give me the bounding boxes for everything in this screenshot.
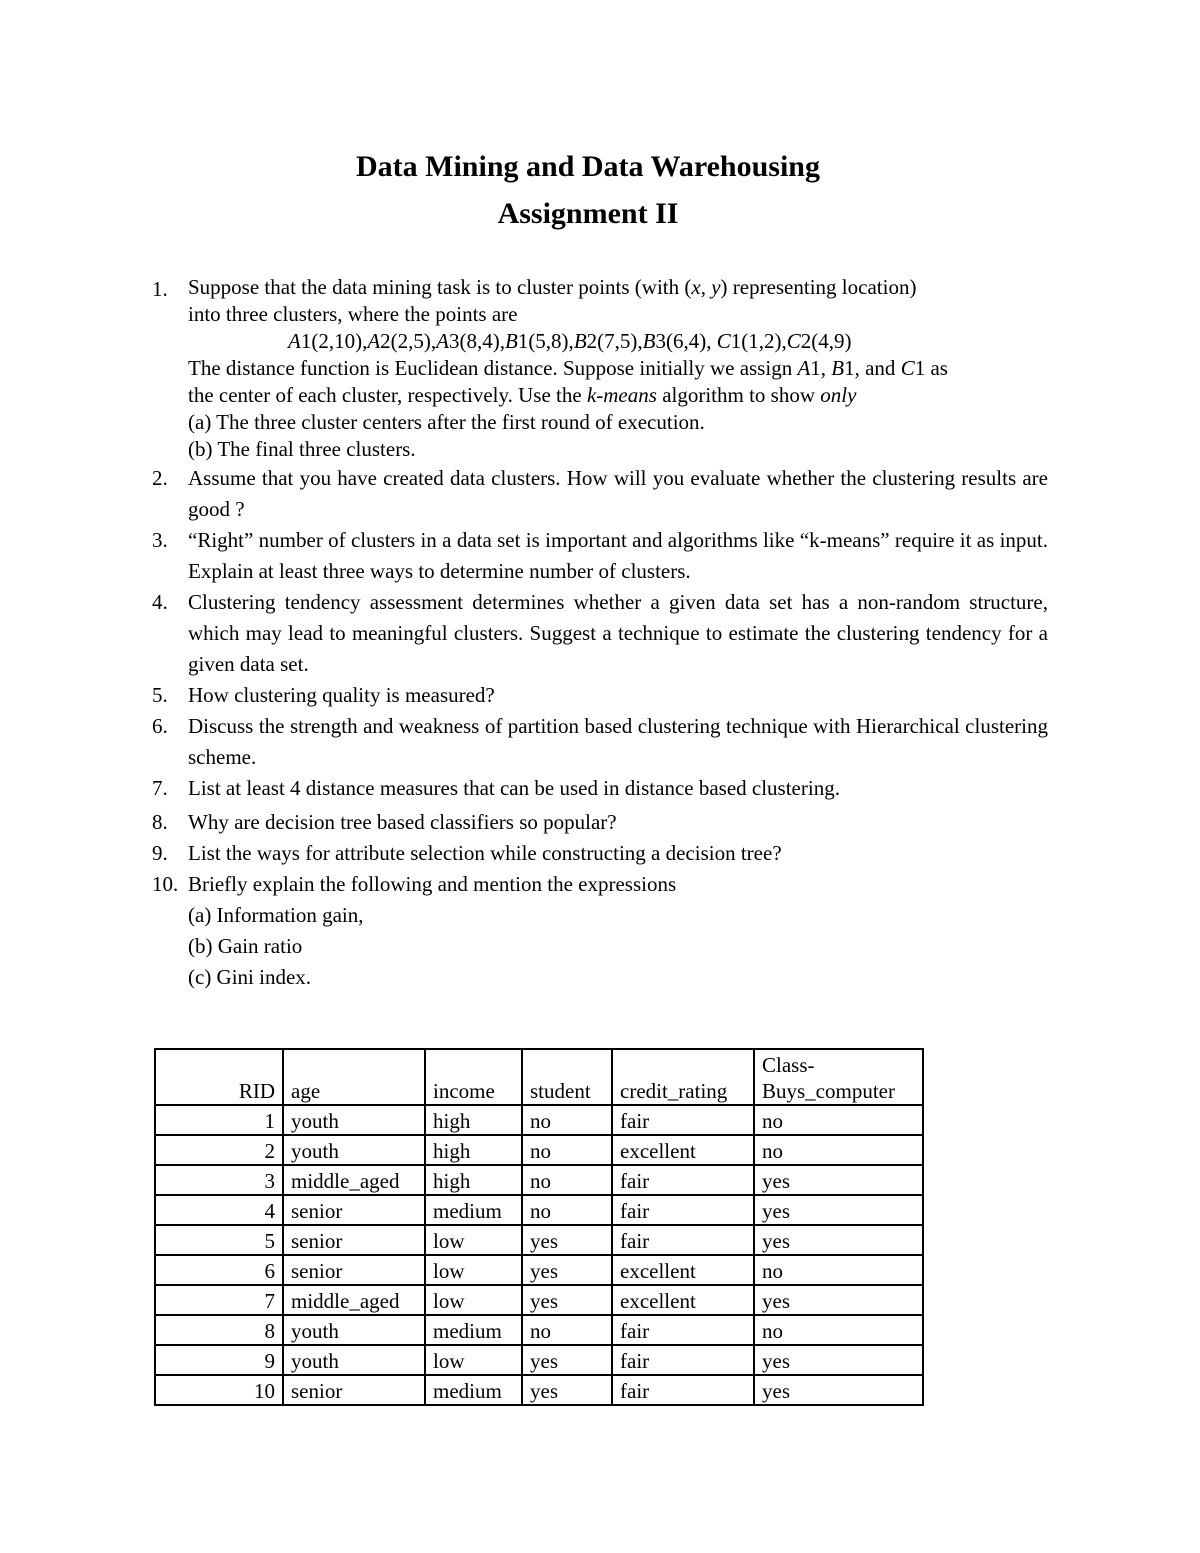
question-text: Clustering tendency assessment determines whether a given data set has a non-random structure, which may lead to meaningful clusters. Suggest a technique to estimate the clustering tendency for a given data set. xyxy=(188,590,1048,676)
credit-rating-cell: fair xyxy=(612,1375,754,1405)
class-cell: no xyxy=(754,1135,923,1165)
question-1 xyxy=(152,274,1048,463)
class-cell: yes xyxy=(754,1285,923,1315)
income-cell: low xyxy=(425,1225,522,1255)
student-cell: yes xyxy=(522,1375,612,1405)
column-header: credit_rating xyxy=(612,1049,754,1105)
question-number: 10. xyxy=(152,872,179,896)
age-cell: senior xyxy=(283,1225,425,1255)
class-cell: yes xyxy=(754,1195,923,1225)
student-cell: yes xyxy=(522,1225,612,1255)
question-number: 4. xyxy=(152,590,168,614)
student-cell: yes xyxy=(522,1255,612,1285)
table-row xyxy=(155,1375,923,1405)
age-cell: senior xyxy=(283,1375,425,1405)
age-cell: youth xyxy=(283,1105,425,1135)
table-row xyxy=(155,1255,923,1285)
age-cell: youth xyxy=(283,1135,425,1165)
age-cell: senior xyxy=(283,1195,425,1225)
table-row xyxy=(155,1165,923,1195)
table-row xyxy=(155,1195,923,1225)
income-cell: low xyxy=(425,1285,522,1315)
student-cell: yes xyxy=(522,1345,612,1375)
question-10-sub-b: (b) Gain ratio xyxy=(188,934,303,958)
rid-cell: 2 xyxy=(155,1135,283,1165)
rid-cell: 7 xyxy=(155,1285,283,1315)
question-5 xyxy=(152,680,1048,711)
rid-cell: 4 xyxy=(155,1195,283,1225)
question-1-line-2: into three clusters, where the points are xyxy=(188,302,518,326)
table-row xyxy=(155,1315,923,1345)
table-header-row xyxy=(155,1049,923,1105)
student-cell: no xyxy=(522,1315,612,1345)
question-1-sub-b: (b) The final three clusters. xyxy=(188,437,416,461)
rid-cell: 10 xyxy=(155,1375,283,1405)
student-cell: no xyxy=(522,1105,612,1135)
class-cell: no xyxy=(754,1105,923,1135)
question-number: 8. xyxy=(152,810,168,834)
income-cell: low xyxy=(425,1345,522,1375)
question-text: List at least 4 distance measures that can be used in distance based clustering. xyxy=(188,776,840,800)
point: B1(5,8), xyxy=(504,329,574,353)
question-1-line-5: the center of each cluster, respectively. Use the k-means algorithm to show only xyxy=(188,383,857,407)
question-1-line-4: The distance function is Euclidean distance. Suppose initially we assign A1, B1, and C1 as xyxy=(188,356,948,380)
student-cell: no xyxy=(522,1165,612,1195)
income-cell: high xyxy=(425,1165,522,1195)
question-10-sub-c: (c) Gini index. xyxy=(188,965,312,989)
column-header: income xyxy=(425,1049,522,1105)
income-cell: low xyxy=(425,1255,522,1285)
question-text: Assume that you have created data clusters. How will you evaluate whether the clustering results are good ? xyxy=(188,466,1048,521)
question-9 xyxy=(152,838,1048,869)
credit-rating-cell: fair xyxy=(612,1105,754,1135)
question-1-line-1: Suppose that the data mining task is to cluster points (with (x, y) representing location) xyxy=(188,275,917,299)
credit-rating-cell: excellent xyxy=(612,1135,754,1165)
rid-cell: 3 xyxy=(155,1165,283,1195)
question-number: 5. xyxy=(152,683,168,707)
question-list xyxy=(152,274,1048,993)
document-subtitle: Assignment II xyxy=(497,197,679,230)
question-text: Discuss the strength and weakness of partition based clustering technique with Hierarchical clustering scheme. xyxy=(188,714,1048,769)
question-number: 1. xyxy=(152,277,168,301)
age-cell: youth xyxy=(283,1315,425,1345)
income-cell: medium xyxy=(425,1195,522,1225)
question-6 xyxy=(152,711,1048,773)
rid-cell: 9 xyxy=(155,1345,283,1375)
question-number: 9. xyxy=(152,841,168,865)
question-number: 3. xyxy=(152,528,168,552)
point: A1(2,10), xyxy=(288,329,368,353)
rid-cell: 1 xyxy=(155,1105,283,1135)
class-cell: yes xyxy=(754,1345,923,1375)
question-10 xyxy=(152,869,1048,993)
rid-cell: 6 xyxy=(155,1255,283,1285)
class-cell: no xyxy=(754,1315,923,1345)
question-8 xyxy=(152,807,1048,838)
class-cell: no xyxy=(754,1255,923,1285)
age-cell: youth xyxy=(283,1345,425,1375)
student-cell: no xyxy=(522,1135,612,1165)
question-number: 2. xyxy=(152,466,168,490)
credit-rating-cell: fair xyxy=(612,1225,754,1255)
point: C2(4,9) xyxy=(786,329,852,353)
credit-rating-cell: fair xyxy=(612,1315,754,1345)
cluster-points xyxy=(188,328,1048,355)
table-row xyxy=(155,1285,923,1315)
credit-rating-cell: excellent xyxy=(612,1285,754,1315)
question-7 xyxy=(152,773,1048,804)
training-data-table xyxy=(154,1048,924,1406)
question-number: 6. xyxy=(152,714,168,738)
income-cell: medium xyxy=(425,1315,522,1345)
rid-cell: 5 xyxy=(155,1225,283,1255)
point: A3(8,4), xyxy=(436,329,505,353)
question-3 xyxy=(152,525,1048,587)
column-header-class: Class- Buys_computer xyxy=(754,1049,923,1105)
column-header: RID xyxy=(155,1049,283,1105)
credit-rating-cell: excellent xyxy=(612,1255,754,1285)
income-cell: high xyxy=(425,1135,522,1165)
question-text: Why are decision tree based classifiers so popular? xyxy=(188,810,617,834)
credit-rating-cell: fair xyxy=(612,1195,754,1225)
age-cell: senior xyxy=(283,1255,425,1285)
question-number: 7. xyxy=(152,776,168,800)
credit-rating-cell: fair xyxy=(612,1345,754,1375)
table-row xyxy=(155,1135,923,1165)
point: B3(6,4), xyxy=(642,329,717,353)
question-10-sub-a: (a) Information gain, xyxy=(188,903,364,927)
age-cell: middle_aged xyxy=(283,1285,425,1315)
age-cell: middle_aged xyxy=(283,1165,425,1195)
question-text: “Right” number of clusters in a data set is important and algorithms like “k-means” require it as input. Explain at least three ways to determine number of clusters. xyxy=(188,528,1048,583)
student-cell: no xyxy=(522,1195,612,1225)
credit-rating-cell: fair xyxy=(612,1165,754,1195)
table-row xyxy=(155,1105,923,1135)
column-header: student xyxy=(522,1049,612,1105)
class-cell: yes xyxy=(754,1165,923,1195)
question-4 xyxy=(152,587,1048,680)
class-cell: yes xyxy=(754,1225,923,1255)
column-header: age xyxy=(283,1049,425,1105)
table-row xyxy=(155,1345,923,1375)
rid-cell: 8 xyxy=(155,1315,283,1345)
question-1-sub-a: (a) The three cluster centers after the first round of execution. xyxy=(188,410,705,434)
question-text: How clustering quality is measured? xyxy=(188,683,495,707)
class-cell: yes xyxy=(754,1375,923,1405)
income-cell: high xyxy=(425,1105,522,1135)
document-title: Data Mining and Data Warehousing xyxy=(356,150,820,183)
question-text: Briefly explain the following and mention the expressions xyxy=(188,872,677,896)
income-cell: medium xyxy=(425,1375,522,1405)
question-text: List the ways for attribute selection while constructing a decision tree? xyxy=(188,841,782,865)
question-2 xyxy=(152,463,1048,525)
table-row xyxy=(155,1225,923,1255)
student-cell: yes xyxy=(522,1285,612,1315)
point: C1(1,2), xyxy=(716,329,787,353)
point: A2(2,5), xyxy=(367,329,437,353)
point: B2(7,5), xyxy=(573,329,643,353)
